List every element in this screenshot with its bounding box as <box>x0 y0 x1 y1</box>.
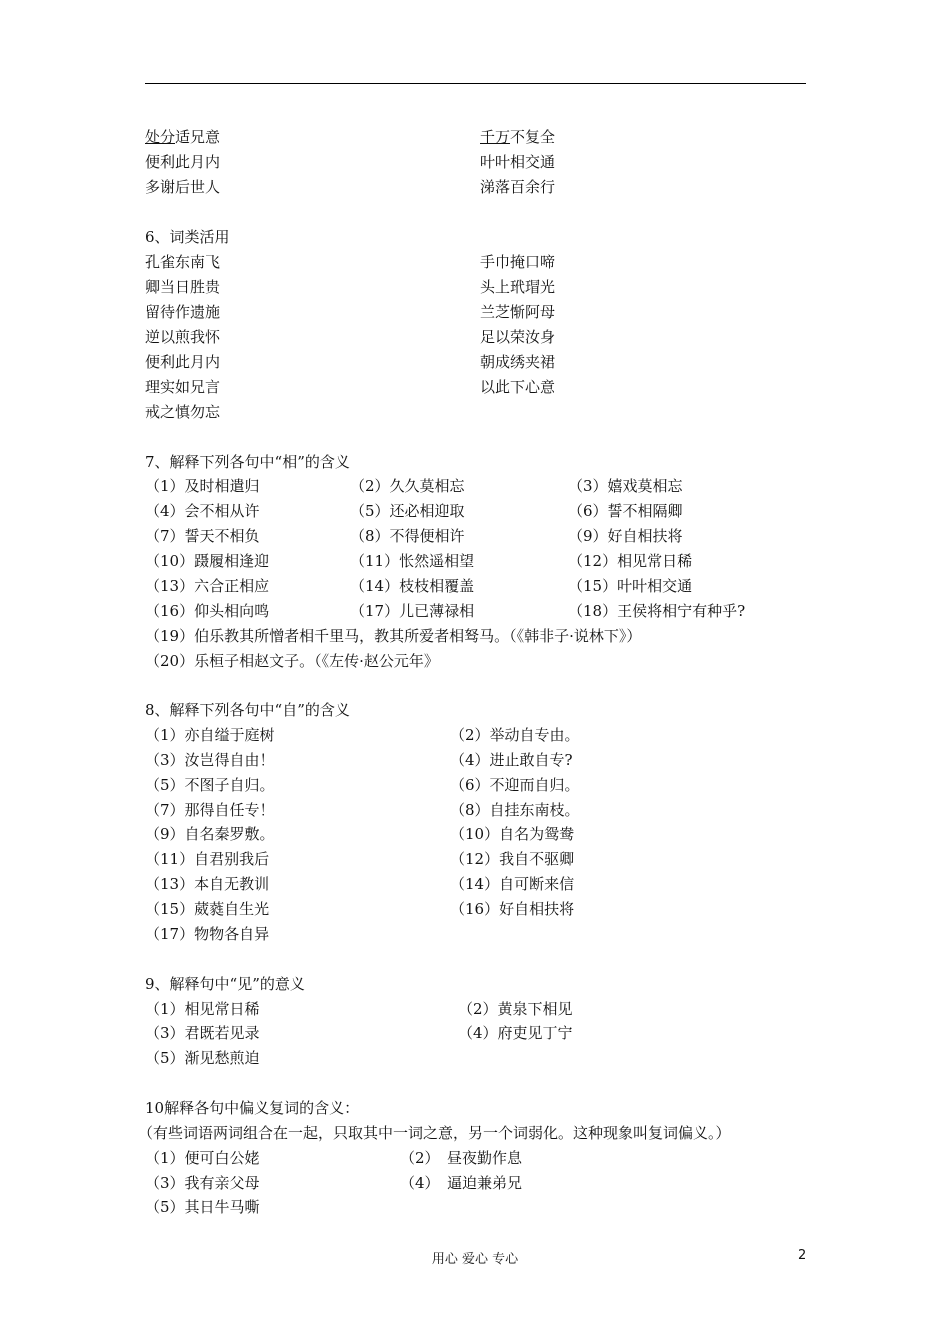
list-item: （13）六合正相应 <box>145 577 270 595</box>
list-item: （3）君既若见录 <box>145 1024 260 1042</box>
list-item: （10）蹑履相逢迎 <box>145 552 270 570</box>
list-item: （19）伯乐教其所憎者相千里马，教其所爱者相驽马。（《韩非子·说林下》） <box>145 627 642 645</box>
page-number: 2 <box>798 1248 807 1263</box>
list-item: 朝成绣夹裙 <box>480 353 556 371</box>
list-item: （4） 逼迫兼弟兄 <box>400 1174 523 1192</box>
list-item: （9）自名秦罗敷。 <box>145 825 275 843</box>
list-item: （20）乐桓子相赵文子。（《左传·赵公元年》 <box>145 652 439 670</box>
list-item: 戒之慎勿忘 <box>145 403 221 421</box>
list-item: 兰芝惭阿母 <box>480 303 556 321</box>
list-item: （11）怅然遥相望 <box>350 552 475 570</box>
list-item: （11）自君别我后 <box>145 850 270 868</box>
footer-text: 用心 爱心 专心 <box>431 1252 519 1267</box>
section-heading: 8、解释下列各句中“自”的含义 <box>145 701 350 719</box>
list-item: 便利此月内 <box>145 353 221 371</box>
list-item: （3）嬉戏莫相忘 <box>568 477 683 495</box>
list-item: （1）亦自缢于庭树 <box>145 726 275 744</box>
list-item: （15）叶叶相交通 <box>568 577 693 595</box>
list-item: （5）还必相迎取 <box>350 502 465 520</box>
list-item: （3）我有亲父母 <box>145 1174 260 1192</box>
top-right-line-0: 千万不复全 <box>480 128 556 146</box>
list-item: 头上玳瑁光 <box>480 278 556 296</box>
section-note: （有些词语两词组合在一起，只取其中一词之意，另一个词弱化。这种现象叫复词偏义。） <box>138 1124 731 1142</box>
list-item: （8）自挂东南枝。 <box>450 801 580 819</box>
header-rule <box>145 83 806 84</box>
list-item: （7）誓天不相负 <box>145 527 260 545</box>
list-item: （14）枝枝相覆盖 <box>350 577 475 595</box>
list-item: （7）那得自任专！ <box>145 801 275 819</box>
list-item: （17）儿已薄禄相 <box>350 602 475 620</box>
list-item: （10）自名为鸳鸯 <box>450 825 575 843</box>
list-item: （5）渐见愁煎迫 <box>145 1049 260 1067</box>
section-heading: 9、解释句中“见”的意义 <box>145 975 305 993</box>
list-item: （2）黄泉下相见 <box>458 1000 573 1018</box>
list-item: （14）自可断来信 <box>450 875 575 893</box>
list-item: 以此下心意 <box>480 378 556 396</box>
list-item: （16）仰头相向鸣 <box>145 602 270 620</box>
list-item: （5）不图子自归。 <box>145 776 275 794</box>
list-item: （15）葳蕤自生光 <box>145 900 270 918</box>
top-left-line-1: 便利此月内 <box>145 153 221 171</box>
top-left-line-2: 多谢后世人 <box>145 178 221 196</box>
list-item: （13）本自无教训 <box>145 875 270 893</box>
list-item: （1）相见常日稀 <box>145 1000 260 1018</box>
list-item: 足以荣汝身 <box>480 328 556 346</box>
list-item: 留待作遗施 <box>145 303 221 321</box>
list-item: （1）及时相遣归 <box>145 477 260 495</box>
list-item: 手巾掩口啼 <box>480 253 556 271</box>
top-right-line-1: 叶叶相交通 <box>480 153 556 171</box>
list-item: （2）举动自专由。 <box>450 726 580 744</box>
list-item: （4）会不相从许 <box>145 502 260 520</box>
list-item: （8）不得便相许 <box>350 527 465 545</box>
list-item: 理实如兄言 <box>145 378 221 396</box>
list-item: （17）物物各自异 <box>145 925 270 943</box>
list-item: （6）誓不相隔卿 <box>568 502 683 520</box>
list-item: （1）便可白公姥 <box>145 1149 260 1167</box>
list-item: 逆以煎我怀 <box>145 328 221 346</box>
section-heading: 7、解释下列各句中“相”的含义 <box>145 453 350 471</box>
section-heading: 10解释各句中偏义复词的含义： <box>145 1099 360 1117</box>
list-item: （16）好自相扶将 <box>450 900 575 918</box>
section-heading: 6、词类活用 <box>145 228 230 246</box>
list-item: 孔雀东南飞 <box>145 253 221 271</box>
list-item: （4）进止敢自专? <box>450 751 573 769</box>
list-item: （9）好自相扶将 <box>568 527 683 545</box>
list-item: （2） 昼夜勤作息 <box>400 1149 523 1167</box>
list-item: （6）不迎而自归。 <box>450 776 580 794</box>
list-item: （18）王侯将相宁有种乎? <box>568 602 746 620</box>
top-left-line-0: 处分适兄意 <box>145 128 221 146</box>
list-item: 卿当日胜贵 <box>145 278 221 296</box>
list-item: （12）相见常日稀 <box>568 552 693 570</box>
list-item: （4）府吏见丁宁 <box>458 1024 573 1042</box>
list-item: （12）我自不驱卿 <box>450 850 575 868</box>
top-right-line-2: 涕落百余行 <box>480 178 556 196</box>
list-item: （2）久久莫相忘 <box>350 477 465 495</box>
list-item: （3）汝岂得自由！ <box>145 751 275 769</box>
list-item: （5）其日牛马嘶 <box>145 1198 260 1216</box>
